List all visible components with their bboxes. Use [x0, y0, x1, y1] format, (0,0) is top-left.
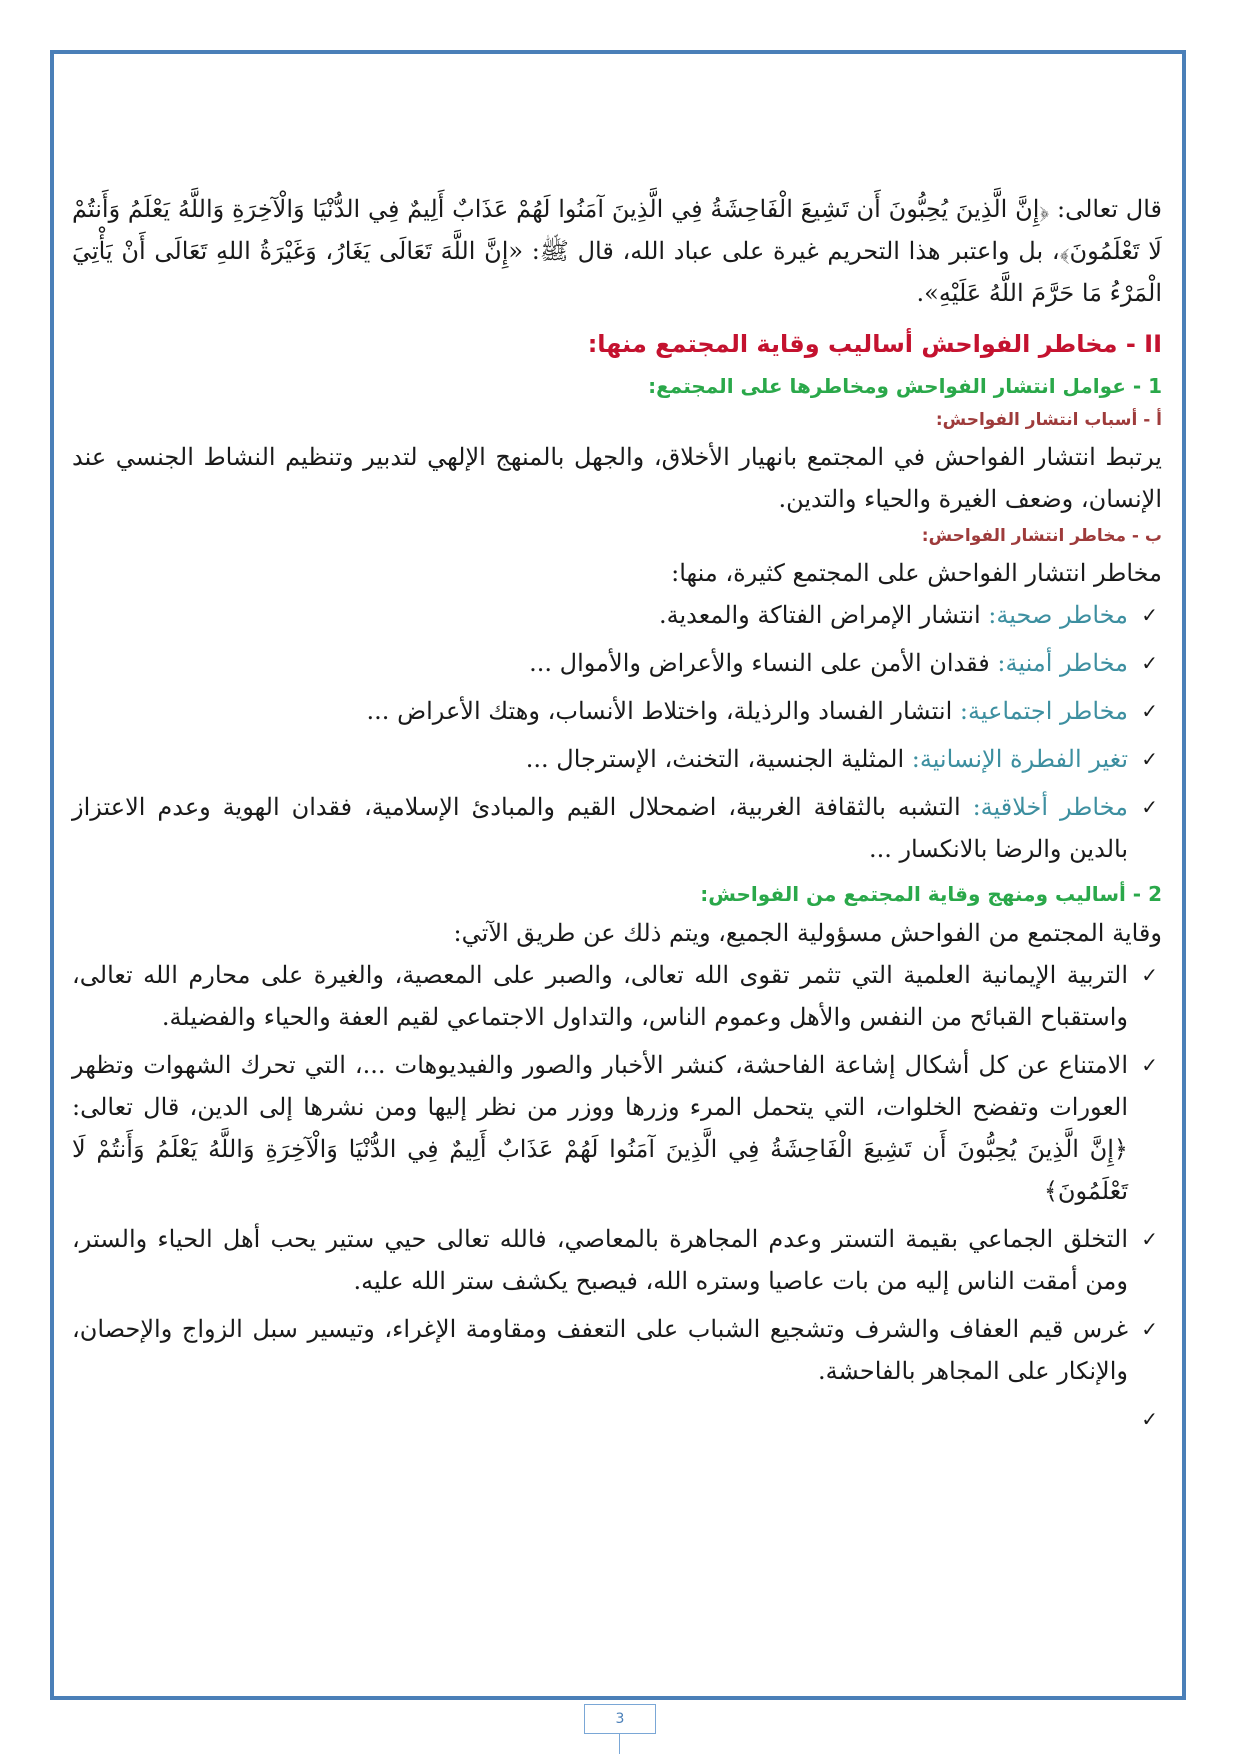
list-item — [72, 642, 1162, 684]
check-icon: ✓ — [1141, 1407, 1158, 1431]
danger-text: انتشار الفساد والرذيلة، واختلاط الأنساب، وهتك الأعراض ... — [366, 697, 960, 725]
causes-text: يرتبط انتشار الفواحش في المجتمع بانهيار الأخلاق، والجهل بالمنهج الإلهي لتدبير وتنظيم النشاط الجنسي عند الإنسان، وضعف الغيرة والحياء والتدين. — [72, 443, 1162, 513]
danger-text: فقدان الأمن على النساء والأعراض والأموال ... — [529, 649, 998, 677]
prevention-text: التخلق الجماعي بقيمة التستر وعدم المجاهرة بالمعاصي، فالله تعالى حيي ستير يحب أهل الحياء والستر، ومن أمقت الناس إليه من بات عاصيا وستره الله، فيصبح يكشف ستر الله عليه. — [72, 1225, 1128, 1295]
check-icon: ✓ — [1141, 651, 1158, 675]
dangers-list — [72, 594, 1162, 870]
prevention-text — [1120, 1405, 1128, 1433]
check-icon: ✓ — [1141, 1227, 1158, 1251]
list-item — [72, 1044, 1162, 1212]
list-item — [72, 1218, 1162, 1302]
danger-text: المثلية الجنسية، التخنث، الإسترجال ... — [525, 745, 912, 773]
causes-title: أ - أسباب انتشار الفواحش: — [935, 410, 1162, 430]
danger-kind: مخاطر اجتماعية: — [959, 697, 1128, 725]
danger-kind: مخاطر أخلاقية: — [972, 793, 1129, 821]
page-number: 3 — [584, 1704, 656, 1734]
check-icon: ✓ — [1141, 747, 1158, 771]
page-content — [72, 188, 1162, 1446]
dangers-title: ب - مخاطر انتشار الفواحش: — [921, 526, 1162, 546]
dangers-intro: مخاطر انتشار الفواحش على المجتمع كثيرة، منها: — [671, 559, 1162, 587]
list-item — [72, 738, 1162, 780]
prevention-list — [72, 954, 1162, 1440]
subsection-1-title: 1 - عوامل انتشار الفواحش ومخاطرها على المجتمع: — [648, 374, 1162, 398]
intro-paragraph: قال تعالى: ﴿إِنَّ الَّذِينَ يُحِبُّونَ أَن تَشِيعَ الْفَاحِشَةُ فِي الَّذِينَ آمَنُوا لَهُمْ عَذَابٌ أَلِيمٌ فِي الدُّنْيَا وَالْآخِرَةِ وَاللَّهُ يَعْلَمُ وَأَنتُمْ لَا تَعْلَمُونَ﴾، بل واعتبر هذا التحريم غيرة على عباد الله، قال ﷺ: «إِنَّ اللَّهَ تَعَالَى يَغَارُ، وَغَيْرَةُ اللهِ تَعَالَى أَنْ يَأْتِيَ الْمَرْءُ مَا حَرَّمَ اللَّهُ عَلَيْهِ». — [72, 195, 1162, 307]
subsection-2-title: 2 - أساليب ومنهج وقاية المجتمع من الفواحش: — [700, 882, 1162, 906]
prevention-intro: وقاية المجتمع من الفواحش مسؤولية الجميع، ويتم ذلك عن طريق الآتي: — [453, 919, 1162, 947]
danger-kind: تغير الفطرة الإنسانية: — [911, 745, 1128, 773]
check-icon: ✓ — [1141, 1053, 1158, 1077]
list-item — [72, 690, 1162, 732]
prevention-text: الامتناع عن كل أشكال إشاعة الفاحشة، كنشر الأخبار والصور والفيديوهات ...، التي تحرك الشهوات وتظهر العورات وتفضح الخلوات، التي يتحمل المرء وزرها ووزر من نظر إليها ومن نشرها إلى الدين، قال تعالى: ﴿إِنَّ الَّذِينَ يُحِبُّونَ أَن تَشِيعَ الْفَاحِشَةُ فِي الَّذِينَ آمَنُوا لَهُمْ عَذَابٌ أَلِيمٌ فِي الدُّنْيَا وَالْآخِرَةِ وَاللَّهُ يَعْلَمُ وَأَنتُمْ لَا تَعْلَمُونَ﴾ — [72, 1051, 1128, 1205]
page-number-line — [619, 1734, 620, 1754]
danger-text: التشبه بالثقافة الغربية، اضمحلال القيم والمبادئ الإسلامية، فقدان الهوية وعدم الاعتزاز بالدين والرضا بالانكسار ... — [72, 793, 1128, 863]
check-icon: ✓ — [1141, 603, 1158, 627]
list-item — [72, 1308, 1162, 1392]
list-item — [72, 954, 1162, 1038]
check-icon: ✓ — [1141, 963, 1158, 987]
danger-kind: مخاطر أمنية: — [997, 649, 1128, 677]
danger-kind: مخاطر صحية: — [988, 601, 1128, 629]
prevention-text: التربية الإيمانية العلمية التي تثمر تقوى الله تعالى، والصبر على المعصية، والغيرة على محارم الله تعالى، واستقباح القبائح من النفس والأهل وعموم الناس، والتداول الاجتماعي لقيم العفة والحياء والفضيلة. — [72, 961, 1128, 1031]
prevention-text: غرس قيم العفاف والشرف وتشجيع الشباب على التعفف ومقاومة الإغراء، وتيسير سبل الزواج والإحصان، والإنكار على المجاهر بالفاحشة. — [72, 1315, 1128, 1385]
check-icon: ✓ — [1141, 795, 1158, 819]
check-icon: ✓ — [1141, 699, 1158, 723]
check-icon: ✓ — [1141, 1317, 1158, 1341]
list-item — [72, 786, 1162, 870]
list-item — [72, 1398, 1162, 1440]
section-2-title: II - مخاطر الفواحش أساليب وقاية المجتمع منها: — [587, 330, 1162, 358]
danger-text: انتشار الإمراض الفتاكة والمعدية. — [658, 601, 989, 629]
list-item — [72, 594, 1162, 636]
